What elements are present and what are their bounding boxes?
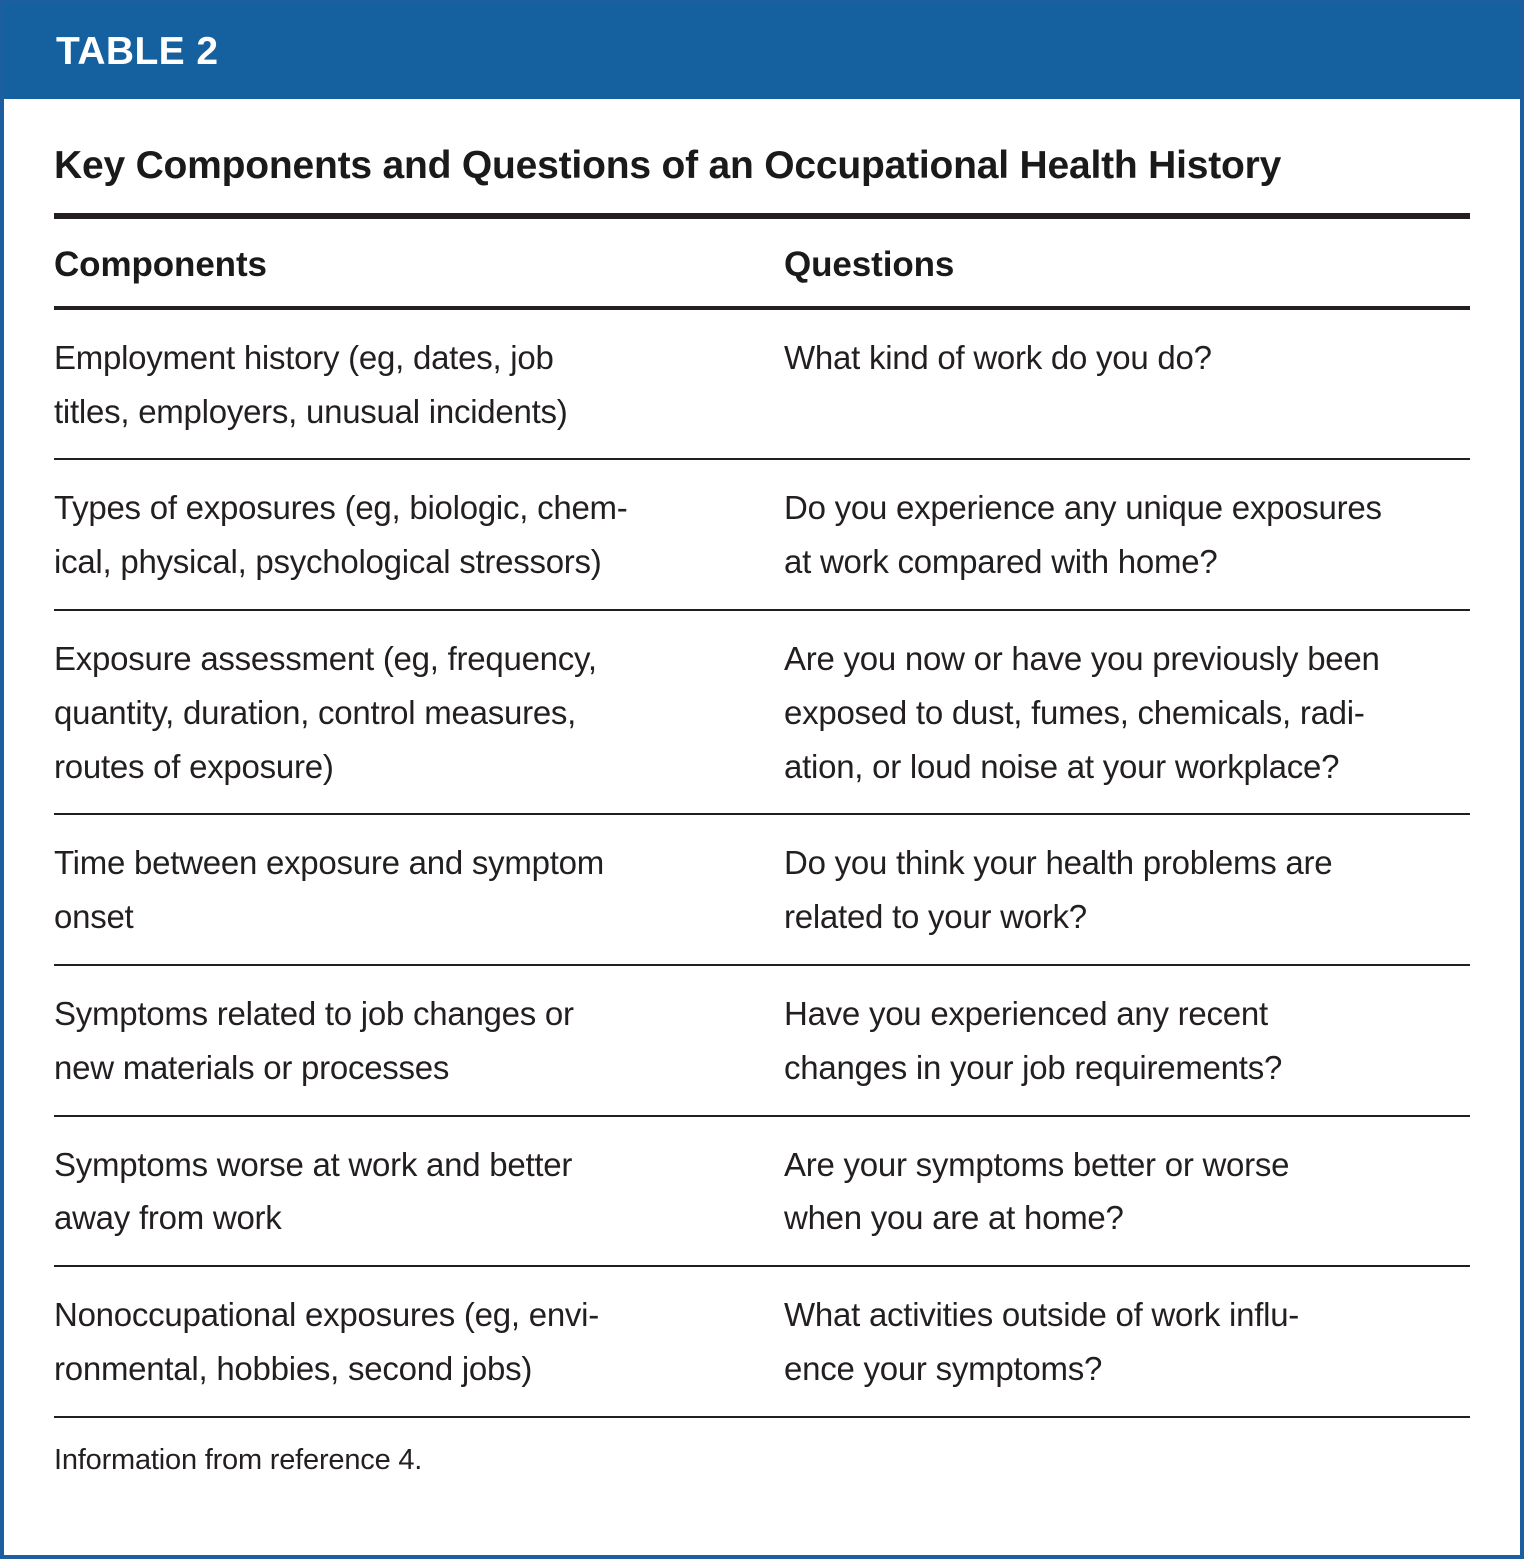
cell-component: Employment history (eg, dates, job titles, employers, unusual incidents) — [54, 338, 568, 430]
table-rows — [54, 310, 1470, 1418]
cell-component: Symptoms related to job changes or new materials or processes — [54, 994, 574, 1086]
table-footnote: Information from reference 4. — [54, 1443, 423, 1476]
column-header-components: Components — [54, 244, 267, 284]
cell-question: What kind of work do you do? — [784, 338, 1212, 376]
cell-question: Do you think your health problems are related to your work? — [784, 844, 1333, 936]
cell-question: Do you experience any unique exposures at work compared with home? — [784, 489, 1382, 581]
table-row — [54, 815, 1470, 964]
table-row — [54, 966, 1470, 1115]
column-header-questions: Questions — [784, 244, 955, 284]
table-row — [54, 460, 1470, 609]
table-header-row — [54, 219, 1470, 306]
cell-component: Exposure assessment (eg, frequency, quantity, duration, control measures, routes of exposure) — [54, 640, 597, 785]
table-number-label: TABLE 2 — [56, 30, 219, 73]
table-body — [4, 99, 1520, 1477]
table-row — [54, 1117, 1470, 1266]
table-banner — [4, 4, 1520, 99]
table-title: Key Components and Questions of an Occupational Health History — [54, 144, 1282, 187]
table-row — [54, 310, 1470, 459]
cell-component: Nonoccupational exposures (eg, envi- ronmental, hobbies, second jobs) — [54, 1296, 599, 1387]
table-row — [54, 1267, 1470, 1416]
cell-question: Are you now or have you previously been exposed to dust, fumes, chemicals, radi- ation, or loud noise at your workplace? — [784, 640, 1380, 785]
cell-question: What activities outside of work influ- ence your symptoms? — [784, 1296, 1300, 1387]
cell-question: Have you experienced any recent changes in your job requirements? — [784, 994, 1283, 1086]
cell-question: Are your symptoms better or worse when you are at home? — [784, 1145, 1290, 1237]
table-row — [54, 611, 1470, 813]
cell-component: Time between exposure and symptom onset — [54, 844, 604, 936]
cell-component: Symptoms worse at work and better away from work — [54, 1145, 573, 1237]
cell-component: Types of exposures (eg, biologic, chem- ical, physical, psychological stressors) — [54, 489, 628, 581]
